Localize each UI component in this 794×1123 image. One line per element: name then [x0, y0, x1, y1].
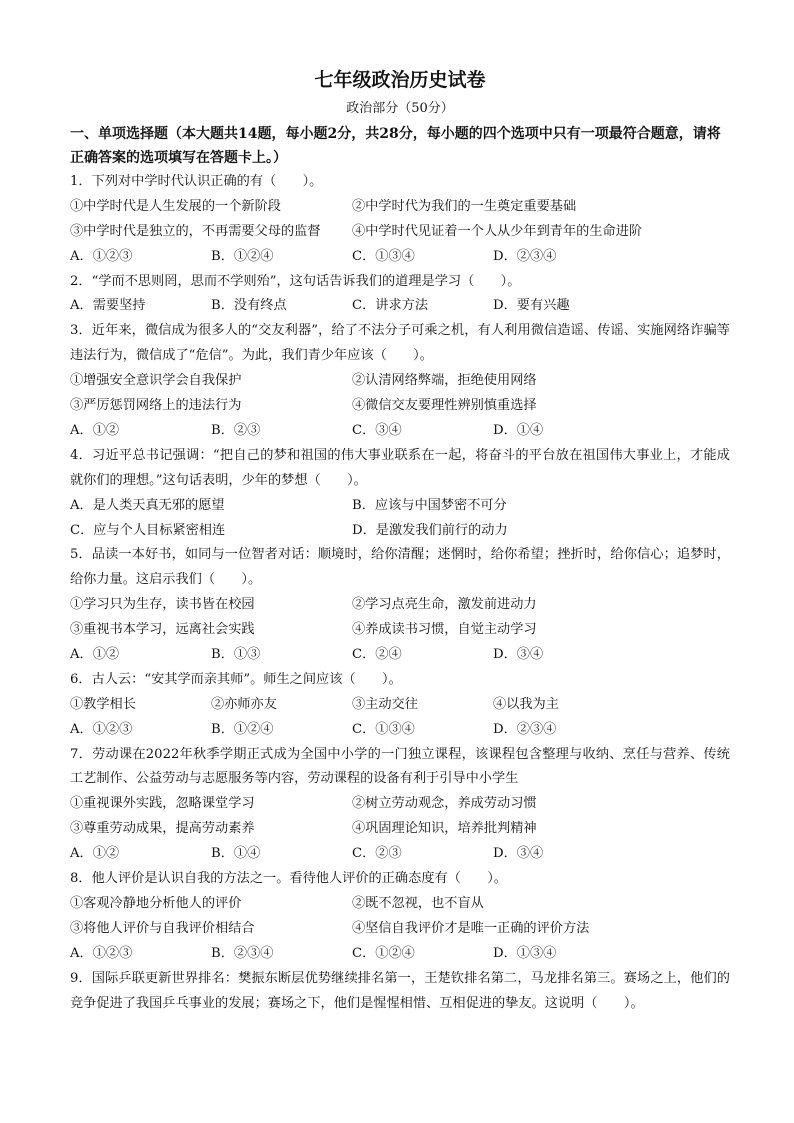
statement: ②认清网络弊端，拒绝使用网络: [352, 373, 537, 389]
statement: ③将他人评价与自我评价相结合: [70, 920, 255, 936]
option-row: [70, 842, 730, 867]
option-d: D．①③④: [493, 945, 557, 961]
statement-row: [70, 917, 730, 942]
section-subtitle: 政治部分（50分）: [346, 101, 454, 116]
option-b: B．②③: [211, 422, 261, 438]
option-a: A．需要坚持: [70, 298, 146, 314]
option-row: [70, 643, 730, 668]
option-a: A．①②: [70, 422, 120, 438]
statement-row: [70, 369, 730, 394]
statement: ④坚信自我评价才是唯一正确的评价方法: [352, 920, 590, 936]
statement: ③主动交往: [352, 696, 418, 712]
statement: ①教学相长: [70, 696, 136, 712]
option-b: B．应该与中国梦密不可分: [352, 497, 507, 513]
question-stem: 7．劳动课在2022年秋季学期正式成为全国中小学的一门独立课程，该课程包含整理与收纳、烹任与营养、传统工艺制作、公益劳动与志愿服务等内容，劳动课程的设备有利于引导中小学生: [70, 746, 730, 787]
question-stem: 3．近年来，微信成为很多人的“交友利器”，给了不法分子可乘之机，有人利用微信造谣、传谣、实施网络诈骗等违法行为，微信成了“危信”。为此，我们青少年应该（ ）。: [70, 323, 730, 364]
statement: ①重视课外实践，忽略课堂学习: [70, 796, 255, 812]
option-d: D．③④: [493, 647, 544, 663]
statement: ②既不忽视，也不盲从: [352, 895, 484, 911]
statement: ③重视书本学习，远离社会实践: [70, 622, 255, 638]
statement-row: [70, 892, 730, 917]
option-a: A．①②③: [70, 248, 133, 264]
statement: ③中学时代是独立的，不再需要父母的监督: [70, 223, 321, 239]
statement: ②中学时代为我们的一生奠定重要基础: [352, 198, 577, 214]
statement-row: [70, 394, 730, 419]
option-c: C．②④: [352, 647, 402, 663]
statement: ①客观冷静地分析他人的评价: [70, 895, 242, 911]
statement: ④巩固理论知识，培养批判精神: [352, 821, 537, 837]
statement: ④以我为主: [493, 696, 559, 712]
option-b: B．①②④: [211, 248, 274, 264]
question-stem: 4．习近平总书记强调：“把自己的梦和祖国的伟大事业联系在一起，将奋斗的平台放在祖国伟大事业上，才能成就你们的理想。”这句话表明，少年的梦想（ ）。: [70, 447, 730, 488]
section-heading: 一、单项选择题（本大题共14题，每小题2分，共28分，每小题的四个选项中只有一项最符合题意，请将正确答案的选项填写在答题卡上。）: [70, 126, 721, 166]
statement: ③严厉惩罚网络上的违法行为: [70, 398, 242, 414]
question-stem: 1．下列对中学时代认识正确的有（ ）。: [70, 174, 323, 189]
option-c: C．应与个人目标紧密相连: [70, 522, 226, 538]
option-row: [70, 494, 730, 519]
question-stem: 8．他人评价是认识自我的方法之一。看待他人评价的正确态度有（ ）。: [70, 871, 507, 887]
option-b: B．①④: [211, 846, 261, 862]
option-c: C．②③: [352, 846, 402, 862]
statement: ④养成读书习惯，自觉主动学习: [352, 622, 537, 638]
exam-page: [70, 68, 730, 1016]
option-d: D．要有兴趣: [493, 298, 570, 314]
option-c: C．①③④: [352, 248, 415, 264]
option-a: A．①②③: [70, 721, 133, 737]
question-stem: 2．“学而不思则罔，思而不学则殆”，这句话告诉我们的道理是学习（ ）。: [70, 273, 521, 289]
option-row: [70, 718, 730, 743]
statement: ②树立劳动观念，养成劳动习惯: [352, 796, 537, 812]
question-stem: 5．品读一本好书，如同与一位智者对话：顺境时，给你清醒；迷惘时，给你希望；挫折时，给你信心；追梦时，给你力量。这启示我们（ ）。: [70, 547, 730, 588]
option-row: [70, 942, 730, 967]
option-d: D．③④: [493, 846, 544, 862]
option-a: A．①②: [70, 846, 120, 862]
option-a: A．是人类天真无邪的愿望: [70, 497, 225, 513]
option-row: [70, 245, 730, 270]
statement-row: [70, 792, 730, 817]
option-c: C．③④: [352, 422, 402, 438]
option-d: D．②③④: [493, 248, 557, 264]
option-d: D．是激发我们前行的动力: [352, 522, 508, 538]
statement: ③尊重劳动成果，提高劳动素养: [70, 821, 255, 837]
statement: ④微信交友要理性辨别慎重选择: [352, 398, 537, 414]
statement: ①中学时代是人生发展的一个新阶段: [70, 198, 281, 214]
statement-row: [70, 693, 730, 718]
option-row: [70, 519, 730, 544]
statement-row: [70, 593, 730, 618]
option-row: [70, 419, 730, 444]
option-c: C．讲求方法: [352, 298, 429, 314]
option-b: B．①③: [211, 647, 261, 663]
statement-row: [70, 817, 730, 842]
option-a: A．①②: [70, 647, 120, 663]
option-row: [70, 294, 730, 319]
option-d: D．②③④: [493, 721, 557, 737]
option-b: B．没有终点: [211, 298, 287, 314]
option-d: D．①④: [493, 422, 544, 438]
statement-row: [70, 618, 730, 643]
option-c: C．①③④: [352, 721, 415, 737]
statement: ④中学时代见证着一个人从少年到青年的生命进阶: [352, 223, 643, 239]
option-c: C．①②④: [352, 945, 415, 961]
statement-row: [70, 220, 730, 245]
option-a: A．①②③: [70, 945, 133, 961]
question-stem: 9．国际乒联更新世界排名：樊振东断层优势继续排名第一，王楚钦排名第二，马龙排名第三。赛场之上，他们的竞争促进了我国乒乓事业的发展；赛场之下，他们是惺惺相惜、互相促进的挚友。这说明（ ）。: [70, 970, 730, 1011]
statement: ①学习只为生存，读书皆在校园: [70, 597, 255, 613]
option-b: B．②③④: [211, 945, 274, 961]
statement-row: [70, 195, 730, 220]
page-title: 七年级政治历史试卷: [314, 69, 486, 91]
statement: ①增强安全意识学会自我保护: [70, 373, 242, 389]
question-stem: 6．古人云：“安其学而亲其师”。师生之间应该（ ）。: [70, 671, 402, 687]
statement: ②学习点亮生命，激发前进动力: [352, 597, 537, 613]
statement: ②亦师亦友: [211, 696, 277, 712]
option-b: B．①②④: [211, 721, 274, 737]
